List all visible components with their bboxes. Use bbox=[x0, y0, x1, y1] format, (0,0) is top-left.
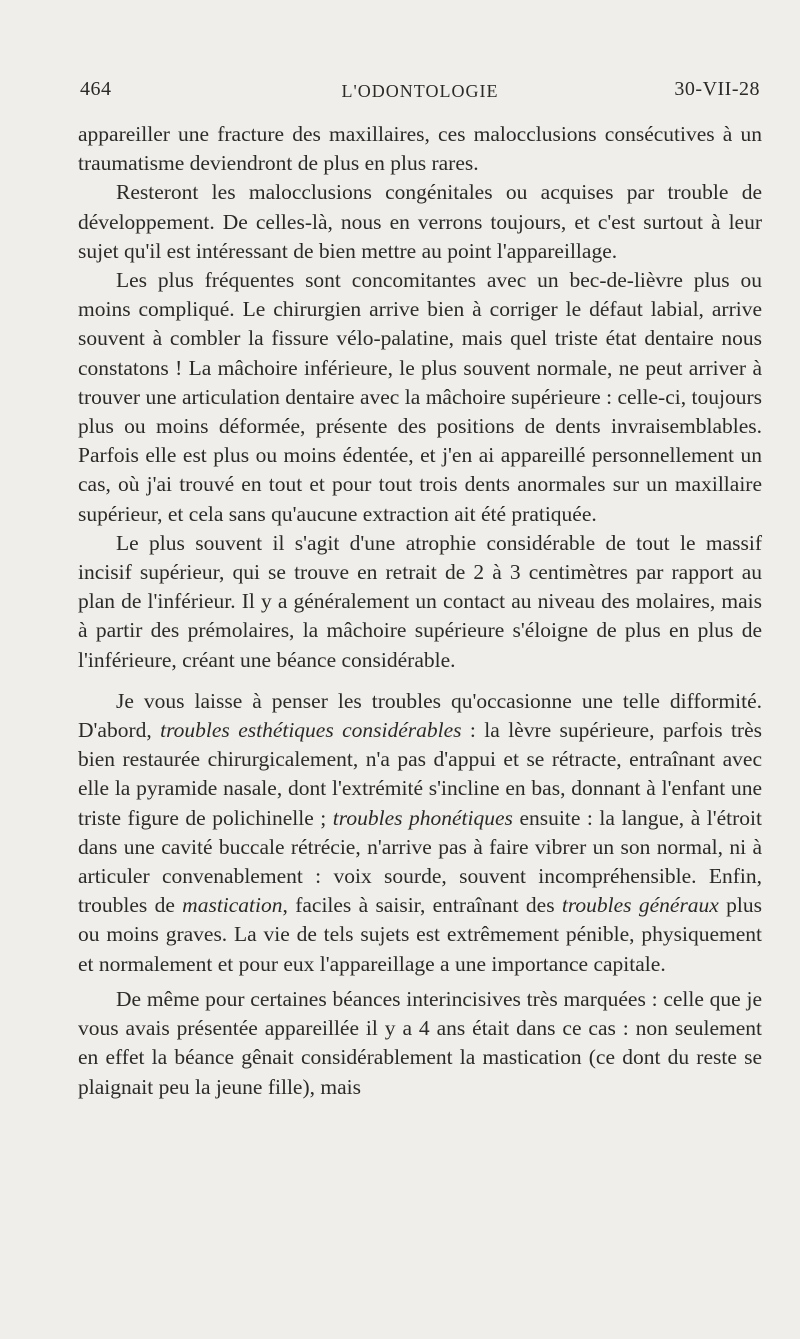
text-run: plus ou moins graves. La vie de tels sujets est extrêmement pénible, physiquement et normalement et pour eux l'appareillage a une importance capitale. bbox=[78, 893, 763, 976]
text-run: , faciles à saisir, entraînant des bbox=[282, 893, 562, 918]
italic-phrase: troubles esthétiques considérables bbox=[160, 718, 462, 743]
text-run: Les plus fréquentes sont concomitantes avec un bec-de-lièvre plus ou moins compliqué. Le chirurgien arrive bien à corriger le défaut labial, arrive souvent à combler la fissure vélo-palatine, mais quel triste état dentaire nous constatons ! La mâchoire inférieure, le plus souvent normale, ne peut arriver à trouver une articulation dentaire avec la mâchoire supérieure : celle-ci, toujours plus ou moins déformée, présente des positions de dents invraisemblables. Parfois elle est plus ou moins édentée, et j'en ai appareillé personnellement un cas, où j'ai trouvé en tout et pour tout trois dents anormales sur un maxillaire supérieur, et cela sans qu'aucune extraction ait été pratiquée. bbox=[78, 268, 762, 526]
text-run: Le plus souvent il s'agit d'une atrophie considérable de tout le massif incisif supérieur, qui se trouve en retrait de 2 à 3 centimètres par rapport au plan de l'inférieur. Il y a généralement un contact au niveau des molaires, mais à partir des prémolaires, la mâchoire supérieure s'éloigne de plus en plus de l'inférieure, créant une béance considérable. bbox=[78, 530, 762, 672]
text-run: Je vous laisse à penser les troubles qu'occasionne une telle difformité. D'abord, bbox=[78, 688, 762, 743]
paragraph bbox=[78, 178, 762, 266]
journal-title: L'ODONTOLOGIE bbox=[341, 81, 499, 101]
paragraph bbox=[78, 985, 762, 1102]
paragraph bbox=[78, 266, 762, 529]
text-run: Resteront les malocclusions congénitales ou acquises par trouble de développement. De celles-là, nous en verrons toujours, et c'est surtout à leur sujet qu'il est intéressant de bien mettre au point l'appareillage. bbox=[78, 180, 762, 263]
running-head bbox=[80, 78, 760, 108]
italic-phrase: troubles phonétiques bbox=[332, 805, 513, 830]
body-text bbox=[78, 120, 762, 1102]
text-run: appareiller une fracture des maxillaires, ces malocclusions consécutives à un traumatisme deviendront de plus en plus rares. bbox=[78, 122, 762, 176]
text-run: ensuite : la langue, à l'étroit dans une cavité buccale rétrécie, n'arrive pas à faire vibrer un son normal, ni à articuler convenablement : voix sourde, souvent incompréhensible. Enfin, troubles de bbox=[78, 805, 762, 918]
italic-phrase: troubles généraux bbox=[561, 893, 719, 918]
text-run: De même pour certaines béances interincisives très marquées : celle que je vous avais présentée appareillée il y a 4 ans était dans ce cas : non seulement en effet la béance gênait considérablement la mastication (ce dont du reste se plaignait peu la jeune fille), mais bbox=[78, 986, 762, 1099]
paragraph bbox=[78, 120, 762, 178]
paragraph bbox=[78, 529, 762, 675]
italic-phrase: mastication bbox=[182, 893, 283, 918]
text-run: : la lèvre supérieure, parfois très bien restaurée chirurgicalement, n'a pas d'appui et se rétracte, entraînant avec elle la pyramide nasale, dont l'extrémité s'incline en bas, donnant à l'enfant une triste figure de polichinelle ; bbox=[78, 718, 762, 830]
issue-date: 30-VII-28 bbox=[674, 78, 760, 100]
page-number: 464 bbox=[80, 78, 112, 100]
paragraph bbox=[78, 687, 762, 979]
